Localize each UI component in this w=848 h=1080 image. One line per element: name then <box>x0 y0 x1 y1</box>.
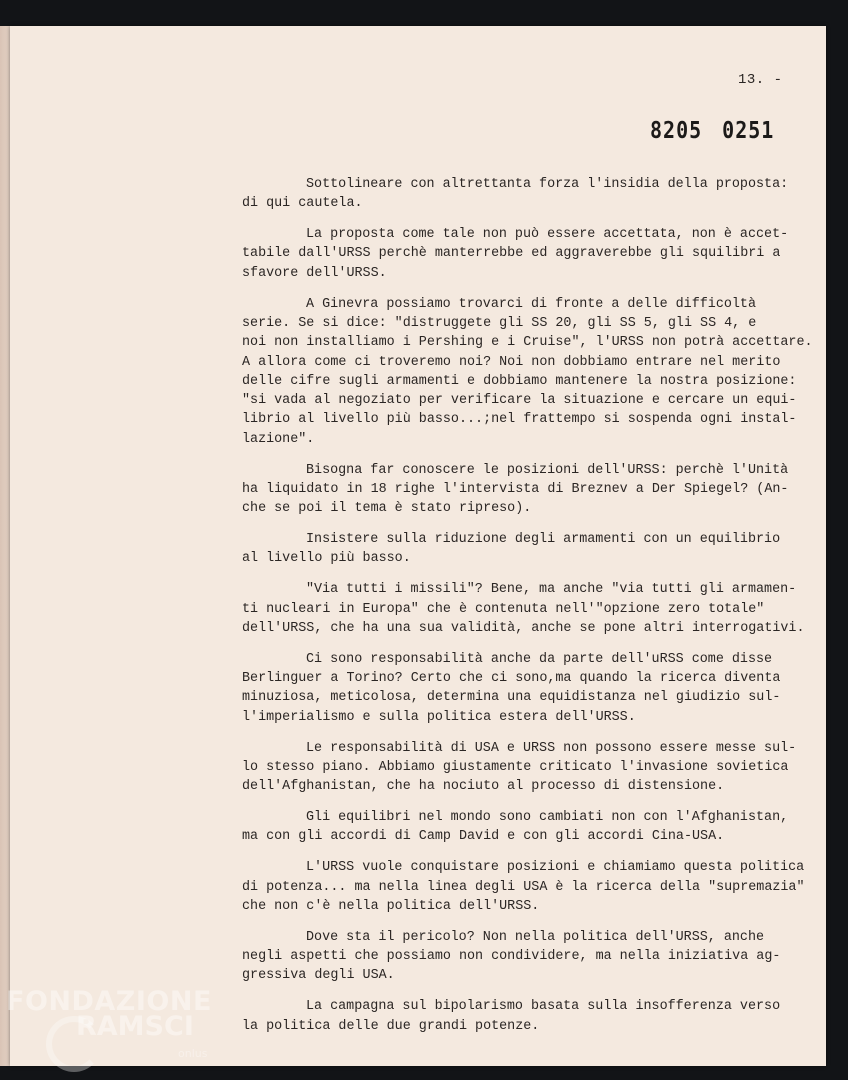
text-line: Bisogna far conoscere le posizioni dell'URSS: perchè l'Unità <box>306 462 789 478</box>
text-line: La campagna sul bipolarismo basata sulla insofferenza verso <box>306 999 781 1015</box>
text-line: lo stesso piano. Abbiamo giustamente criticato l'invasione sovietica <box>242 759 789 775</box>
text-line: L'URSS vuole conquistare posizioni e chiamiamo questa politica <box>306 860 805 876</box>
watermark-line1: FONDAZIONE <box>6 986 212 1017</box>
text-line: l'imperialismo e sulla politica estera dell'URSS. <box>242 709 636 725</box>
stamp-number-part2: 0251 <box>722 116 775 144</box>
paragraph <box>242 225 807 283</box>
paragraph <box>242 530 807 569</box>
archive-stamp-number <box>650 116 774 144</box>
text-line: "Via tutti i missili"? Bene, ma anche "via tutti gli armamen- <box>306 582 797 598</box>
text-line: minuziosa, meticolosa, determina una equidistanza nel giudizio sul- <box>242 690 781 706</box>
watermark-onlus: onlus <box>178 1047 208 1060</box>
text-line: che non c'è nella politica dell'URSS. <box>242 898 540 914</box>
text-line: ha liquidato in 18 righe l'intervista di Breznev a Der Spiegel? (An- <box>242 481 789 497</box>
paragraph <box>242 997 807 1036</box>
text-line: Sottolineare con altrettanta forza l'insidia della proposta: <box>306 177 789 192</box>
stamp-number-part1: 8205 <box>650 116 703 144</box>
paragraph <box>242 580 807 638</box>
text-line: Ci sono responsabilità anche da parte dell'uRSS come disse <box>306 651 773 667</box>
text-line: Gli equilibri nel mondo sono cambiati non con l'Afghanistan, <box>306 810 789 826</box>
paragraph <box>242 808 807 847</box>
text-line: che se poi il tema è stato ripreso). <box>242 501 532 517</box>
watermark-line2: RAMSCI <box>76 1011 194 1042</box>
text-line: di potenza... ma nella linea degli USA è la ricerca della "supremazia" <box>242 879 805 895</box>
text-line: ti nucleari in Europa" che è contenuta nell'"opzione zero totale" <box>242 601 765 617</box>
text-line: A allora come ci troveremo noi? Noi non dobbiamo entrare nel merito <box>242 354 781 370</box>
text-line: serie. Se si dice: "distruggete gli SS 20, gli SS 5, gli SS 4, e <box>242 315 757 331</box>
text-line: la politica delle due grandi potenze. <box>242 1018 540 1034</box>
paragraph <box>242 650 807 727</box>
typewritten-body <box>242 175 813 1047</box>
text-line: tabile dall'URSS perchè manterrebbe ed aggraverebbe gli squilibri a <box>242 246 781 262</box>
text-line: Berlinguer a Torino? Certo che ci sono,ma quando la ricerca diventa <box>242 671 781 687</box>
text-line: Insistere sulla riduzione degli armamenti con un equilibrio <box>306 532 781 548</box>
text-line: sfavore dell'URSS. <box>242 265 387 281</box>
text-line: La proposta come tale non può essere accettata, non è accet- <box>306 227 789 243</box>
text-line: Dove sta il pericolo? Non nella politica dell'URSS, anche <box>306 929 765 945</box>
text-line: al livello più basso. <box>242 551 411 567</box>
text-line: ma con gli accordi di Camp David e con gli accordi Cina-USA. <box>242 829 725 845</box>
text-line: "si vada al negoziato per verificare la situazione e cercare un equi- <box>242 393 797 409</box>
text-line: gressiva degli USA. <box>242 968 395 984</box>
paragraph <box>242 928 807 986</box>
paragraph <box>242 175 807 214</box>
text-line: Le responsabilità di USA e URSS non possono essere messe sul- <box>306 740 797 756</box>
text-line: delle cifre sugli armamenti e dobbiamo mantenere la nostra posizione: <box>242 373 797 389</box>
text-line: noi non installiamo i Pershing e i Cruise", l'URSS non potrà accettare. <box>242 335 813 351</box>
text-line: negli aspetti che possiamo non condividere, ma nella iniziativa ag- <box>242 949 781 965</box>
paragraph <box>242 461 807 519</box>
text-line: dell'URSS, che ha una sua validità, anche se pone altri interrogativi. <box>242 620 805 636</box>
page-number: 13. - <box>738 72 783 88</box>
paragraph <box>242 858 807 916</box>
text-line: dell'Afghanistan, che ha nociuto al processo di distensione. <box>242 779 725 795</box>
paragraph <box>242 739 807 797</box>
text-line: di qui cautela. <box>242 196 363 212</box>
document-page <box>10 26 826 1066</box>
fondazione-gramsci-watermark <box>6 986 212 1060</box>
text-line: librio al livello più basso...;nel frattempo si sospenda ogni instal- <box>242 412 797 428</box>
text-line: lazione". <box>242 431 315 447</box>
text-line: A Ginevra possiamo trovarci di fronte a delle difficoltà <box>306 296 756 312</box>
paragraph <box>242 295 813 449</box>
